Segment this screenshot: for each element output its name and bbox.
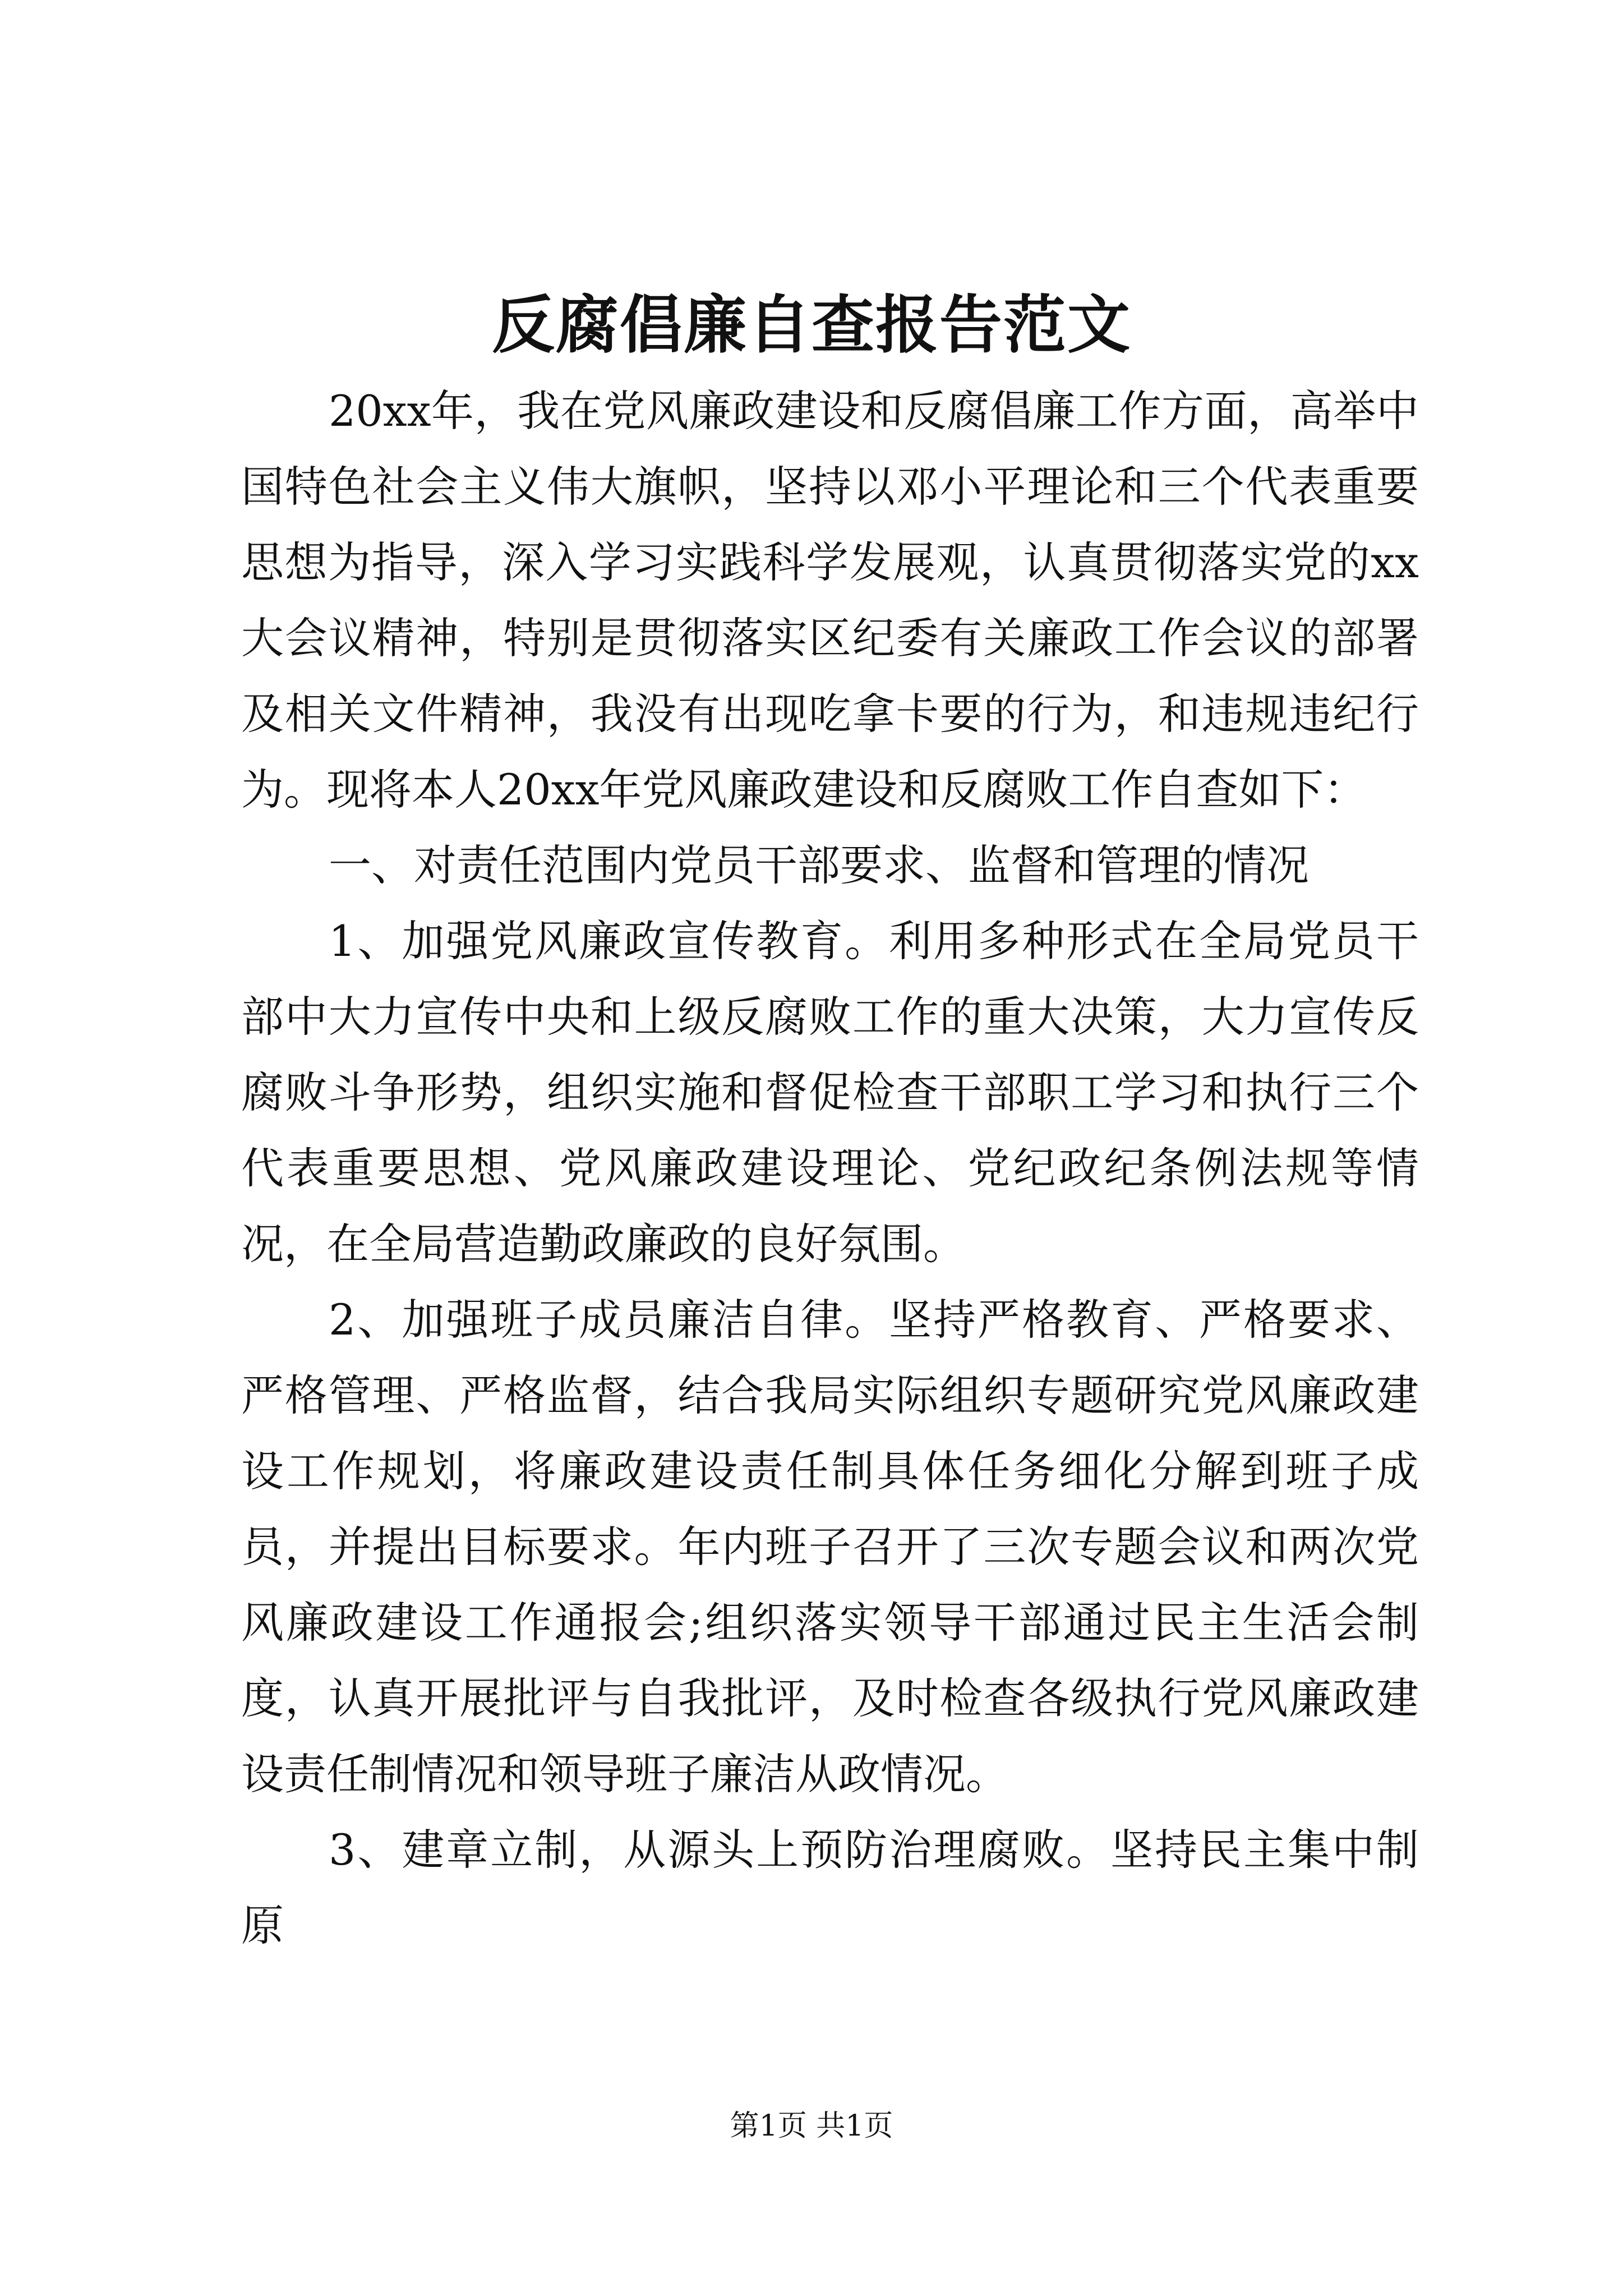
paragraph-item-2: 2、加强班子成员廉洁自律。坚持严格教育、严格要求、严格管理、严格监督，结合我局实际组织专题研究党风廉政建设工作规划，将廉政建设责任制具体任务细化分解到班子成员，并提出目标要求。年内班子召开了三次专题会议和两次党风廉政建设工作通报会;组织落实领导干部通过民主生活会制度，认真开展批评与自我批评，及时检查各级执行党风廉政建设责任制情况和领导班子廉洁从政情况。 <box>241 1295 1419 1799</box>
paragraph-item-3: 3、建章立制，从源头上预防治理腐败。坚持民主集中制原 <box>241 1825 1419 1950</box>
document-body <box>241 373 1419 1963</box>
paragraph-item-1: 1、加强党风廉政宣传教育。利用多种形式在全局党员干部中大力宣传中央和上级反腐败工作的重大决策，大力宣传反腐败斗争形势，组织实施和督促检查干部职工学习和执行三个代表重要思想、党风廉政建设理论、党纪政纪条例法规等情况，在全局营造勤政廉政的良好氛围。 <box>241 916 1419 1269</box>
paragraph-intro: 20xx年，我在党风廉政建设和反腐倡廉工作方面，高举中国特色社会主义伟大旗帜，坚持以邓小平理论和三个代表重要思想为指导，深入学习实践科学发展观，认真贯彻落实党的xx大会议精神，特别是贯彻落实区纪委有关廉政工作会议的部署及相关文件精神，我没有出现吃拿卡要的行为，和违规违纪行为。现将本人20xx年党风廉政建设和反腐败工作自查如下： <box>241 386 1419 815</box>
document-title: 反腐倡廉自查报告范文 <box>492 288 1131 362</box>
section-heading-1: 一、对责任范围内党员干部要求、监督和管理的情况 <box>329 840 1309 890</box>
page-footer: 第1页 共1页 <box>730 2109 893 2143</box>
